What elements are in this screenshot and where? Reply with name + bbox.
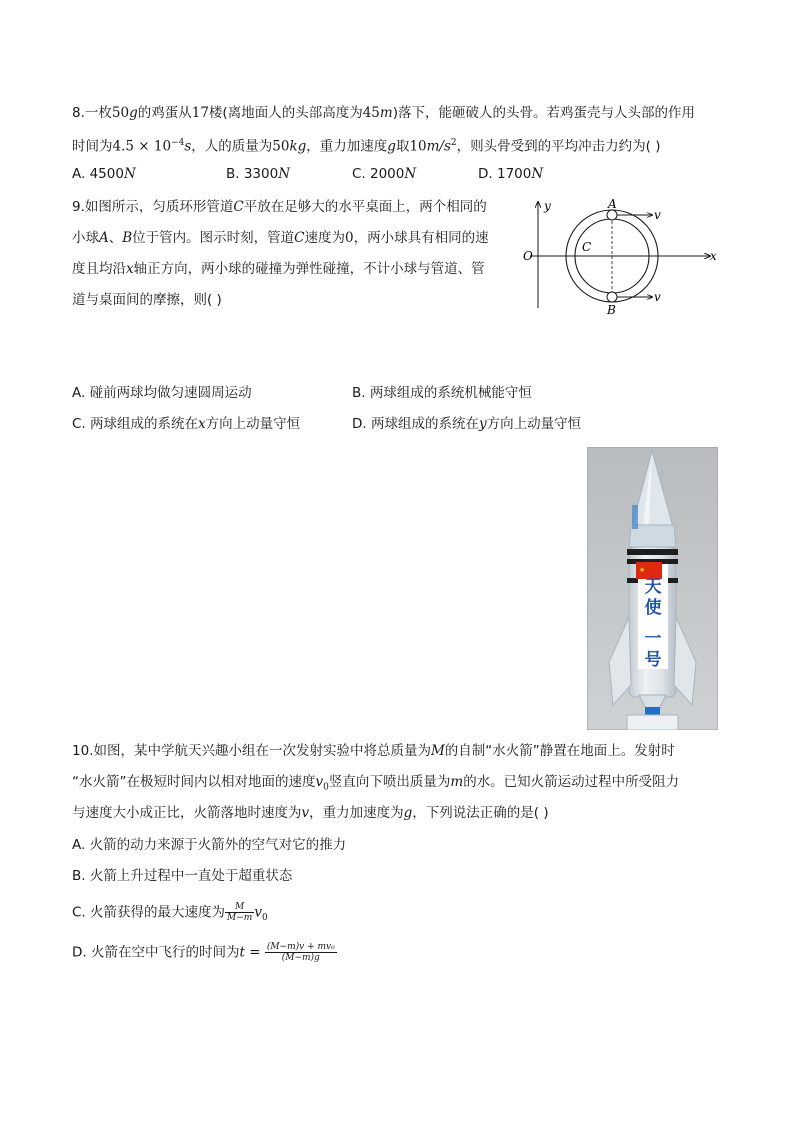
launch-stand xyxy=(627,715,678,730)
q10-option-c: C. 火箭获得的最大速度为 $\frac{M}{M-m}$ $v_0$ xyxy=(72,902,268,924)
q10-option-d: D. 火箭在空中飞行的时间为t = $\frac{\text{(M−m)v + mv₀}}{(M-m)g}$ xyxy=(72,942,335,963)
q9-stem-line2: 小球A、B位于管内。图示时刻，管道C速度为0，两小球具有相同的速 xyxy=(72,230,489,246)
origin-label: O xyxy=(523,249,533,263)
rocket-label-text: 天使 一号 xyxy=(644,577,662,670)
tape-band xyxy=(627,549,678,555)
q9-option-b: B. 两球组成的系统机械能守恒 xyxy=(352,385,532,401)
velocity-b-label: v xyxy=(654,290,661,304)
q10-option-a: A. 火箭的动力来源于火箭外的空气对它的推力 xyxy=(72,837,347,853)
x-axis-label: x xyxy=(710,249,717,263)
ball-a xyxy=(607,210,617,220)
point-a-label: A xyxy=(608,197,617,211)
flag-star-icon: ★ xyxy=(639,566,646,574)
q9-stem-line1: 9.如图所示，匀质环形管道C平放在足够大的水平桌面上，两个相同的 xyxy=(72,199,487,215)
blue-label-strip xyxy=(632,505,638,529)
q9-option-d: D. 两球组成的系统在y方向上动量守恒 xyxy=(352,416,582,432)
ball-b xyxy=(607,292,617,302)
q9-stem-line3: 度且均沿x轴正方向，两小球的碰撞为弹性碰撞，不计小球与管道、管 xyxy=(72,261,485,277)
q9-option-a: A. 碰前两球均做匀速圆周运动 xyxy=(72,385,252,401)
q8-option-c: C. 2000N xyxy=(352,166,417,182)
q8-option-a: A. 4500N xyxy=(72,166,136,182)
q8-stem-line2: 时间为$4.5 \times 10^{-4}s$，人的质量为50kg，重力加速度g取$10m/s^2$，则头骨受到的平均冲击力约为( ) xyxy=(72,138,661,155)
y-axis-label: y xyxy=(544,199,551,213)
q10-stem-line1: 10.如图，某中学航天兴趣小组在一次发射实验中将总质量为M的自制“水火箭”静置在地面上。发射时 xyxy=(72,743,675,759)
q9-stem-line4: 道与桌面间的摩擦，则( ) xyxy=(72,292,222,308)
velocity-a-label: v xyxy=(654,208,661,222)
q8-option-d: D. 1700N xyxy=(478,166,544,182)
q10-stem-line2: “水火箭”在极短时间内以相对地面的速度$v_0$竖直向下喷出质量为m的水。已知火箭运动过程中所受阻力 xyxy=(72,774,680,793)
pipe-c-label: C xyxy=(582,240,592,254)
q8-option-b: B. 3300N xyxy=(226,166,291,182)
q10-stem-line3: 与速度大小成正比，火箭落地时速度为v，重力加速度为g，下列说法正确的是( ) xyxy=(72,805,549,821)
point-b-label: B xyxy=(607,303,616,316)
q9-option-c: C. 两球组成的系统在x方向上动量守恒 xyxy=(72,416,301,432)
ring-pipe-diagram xyxy=(520,196,720,316)
q8-stem-line1: 8.一枚50g的鸡蛋从17楼(离地面人的头部高度为45m)落下，能砸破人的头骨。若鸡蛋壳与人头部的作用 xyxy=(72,105,695,121)
q10-option-b: B. 火箭上升过程中一直处于超重状态 xyxy=(72,868,293,884)
